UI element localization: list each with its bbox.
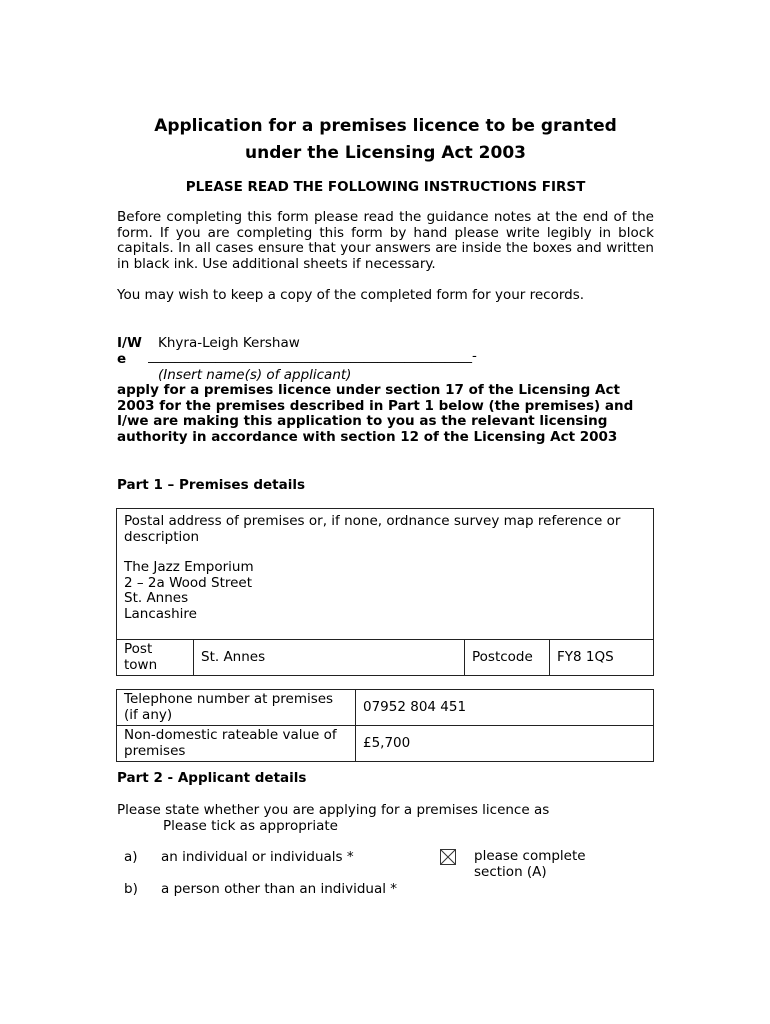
address-line: St. Annes	[124, 590, 189, 607]
option-a-note-line-2: section (A)	[474, 863, 547, 880]
premises-contact-table	[116, 689, 654, 762]
option-a-label: an individual or individuals *	[161, 849, 354, 865]
checkbox-cross-icon	[441, 850, 455, 864]
post-town-value[interactable]: St. Annes	[194, 640, 465, 676]
post-town-label-line-1: Post	[124, 641, 153, 657]
option-b-letter: b)	[124, 881, 138, 897]
premises-address-cell[interactable]	[117, 509, 654, 640]
tick-hint: Please tick as appropriate	[163, 818, 338, 834]
applicant-name[interactable]: Khyra-Leigh Kershaw	[158, 335, 300, 351]
form-title-line-2: under the Licensing Act 2003	[245, 143, 526, 163]
address-line: 2 – 2a Wood Street	[124, 574, 253, 591]
applicant-name-underline: ________________________________________________-	[148, 349, 477, 364]
phone-value[interactable]: 07952 804 451	[356, 690, 654, 726]
iwe-label-line-1: I/W	[117, 335, 142, 351]
form-title-line-1: Application for a premises licence to be granted	[154, 116, 617, 136]
part2-heading: Part 2 - Applicant details	[117, 770, 307, 786]
option-a-note	[474, 849, 586, 880]
postcode-label: Postcode	[465, 640, 550, 676]
instructions-heading: PLEASE READ THE FOLLOWING INSTRUCTIONS FIRST	[185, 179, 586, 195]
option-a-checkbox[interactable]	[440, 849, 456, 865]
part2-question: Please state whether you are applying for a premises licence as	[117, 802, 550, 818]
option-a-letter: a)	[124, 849, 138, 865]
applicant-name-hint: (Insert name(s) of applicant)	[158, 367, 352, 383]
postcode-value[interactable]: FY8 1QS	[550, 640, 654, 676]
part1-heading: Part 1 – Premises details	[117, 477, 305, 493]
iwe-label-line-2: e	[117, 350, 127, 367]
copy-note: You may wish to keep a copy of the completed form for your records.	[117, 287, 585, 303]
rateable-value-label: Non-domestic rateable value of premises	[117, 726, 356, 762]
option-a-note-line-1: please complete	[474, 848, 586, 864]
instructions-text: Before completing this form please read the guidance notes at the end of the form. If you are completing this form by hand please write legibly in block capitals. In all cases ensure that your answers are inside the boxes and written in black ink. Use additional sheets if necessary.	[117, 209, 654, 272]
address-line: Lancashire	[124, 605, 197, 622]
apply-statement: apply for a premises licence under section 17 of the Licensing Act 2003 for the premises described in Part 1 below (the premises) and I/we are making this application to you as the relevant licensing authority in accordance with section 12 of the Licensing Act 2003	[117, 382, 634, 445]
address-line: The Jazz Emporium	[124, 559, 254, 576]
rateable-value[interactable]: £5,700	[356, 726, 654, 762]
option-b-label: a person other than an individual *	[161, 881, 398, 897]
post-town-label	[117, 640, 194, 676]
address-label: Postal address of premises or, if none, ordnance survey map reference or description	[124, 513, 621, 545]
premises-address-table	[116, 508, 654, 676]
iwe-label	[117, 336, 142, 367]
post-town-label-line-2: town	[124, 656, 158, 673]
phone-label: Telephone number at premises (if any)	[117, 690, 356, 726]
